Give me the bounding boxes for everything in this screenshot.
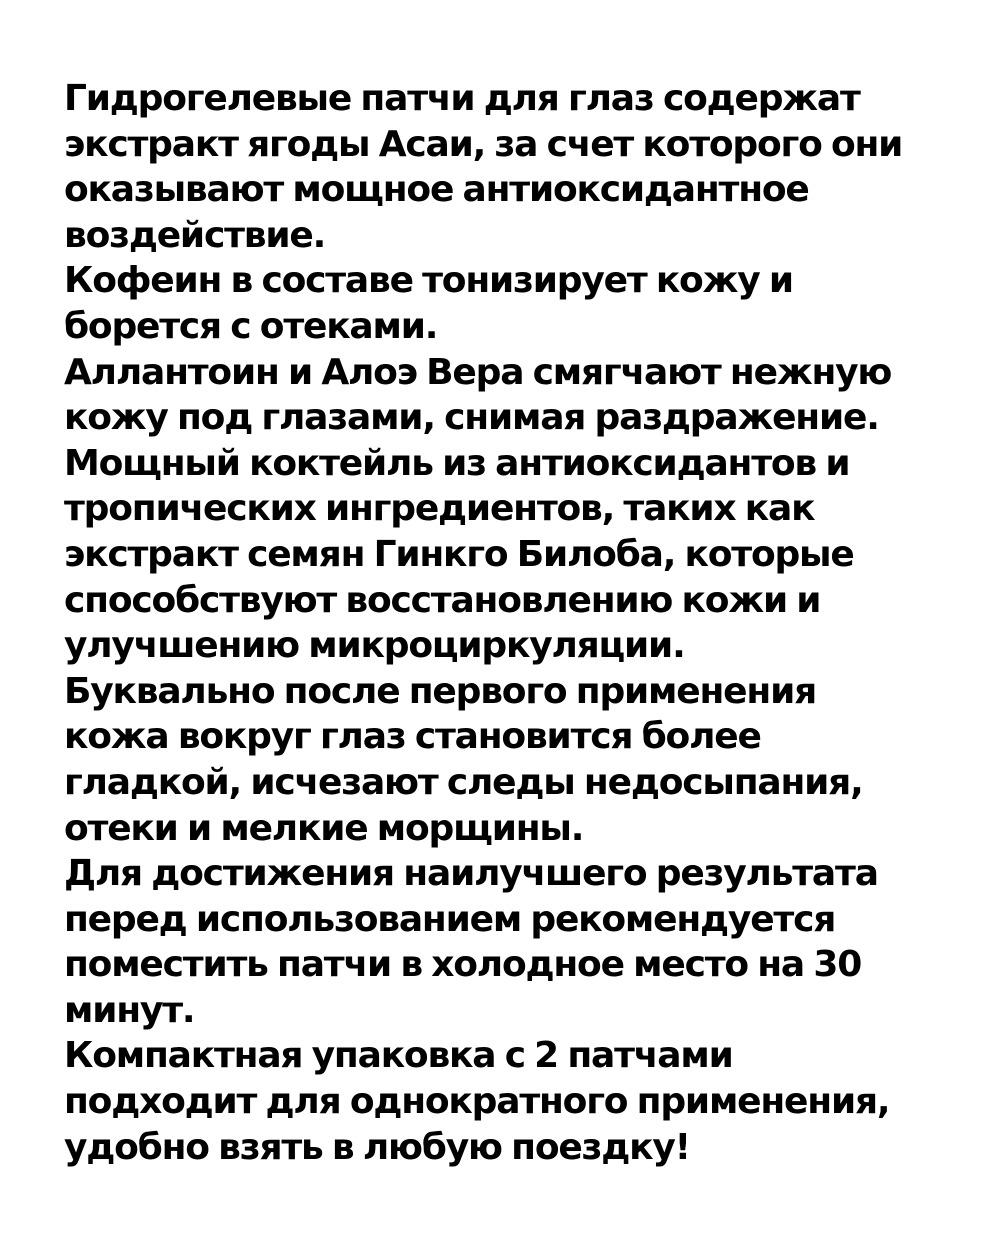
text-line: Кофеин в составе тонизирует кожу и (64, 260, 793, 302)
text-line: перед использованием рекомендуется (64, 898, 836, 940)
text-line: поместить патчи в холодное место на 30 (64, 944, 862, 986)
text-line: Аллантоин и Алоэ Вера смягчают нежную (64, 351, 892, 393)
text-line: способствуют восстановлению кожи и (64, 579, 821, 621)
text-line: Гидрогелевые патчи для глаз содержат (64, 78, 860, 119)
text-line: Компактная упаковка с 2 патчами (64, 1035, 733, 1077)
text-line: борется с отеками. (64, 305, 438, 347)
text-line: Для достижения наилучшего результата (64, 853, 878, 895)
text-line: экстракт ягоды Асаи, за счет которого они (64, 123, 903, 165)
text-line: минут. (64, 989, 195, 1031)
text-line: воздействие. (64, 214, 326, 256)
text-line: кожа вокруг глаз становится более (64, 716, 761, 758)
product-description (64, 76, 964, 1170)
text-line: тропических ингредиентов, таких как (64, 488, 815, 530)
text-line: экстракт семян Гинкго Билоба, которые (64, 533, 854, 575)
text-line: удобно взять в любую поездку! (64, 1126, 690, 1168)
text-line: гладкой, исчезают следы недосыпания, (64, 761, 863, 803)
text-line: отеки и мелкие морщины. (64, 807, 584, 849)
text-line: подходит для однократного применения, (64, 1081, 890, 1123)
text-line: кожу под глазами, снимая раздражение. (64, 397, 879, 439)
text-line: Буквально после первого применения (64, 670, 817, 712)
text-line: Мощный коктейль из антиоксидантов и (64, 442, 850, 484)
text-line: улучшению микроциркуляции. (64, 625, 685, 667)
text-line: оказывают мощное антиоксидантное (64, 169, 809, 211)
